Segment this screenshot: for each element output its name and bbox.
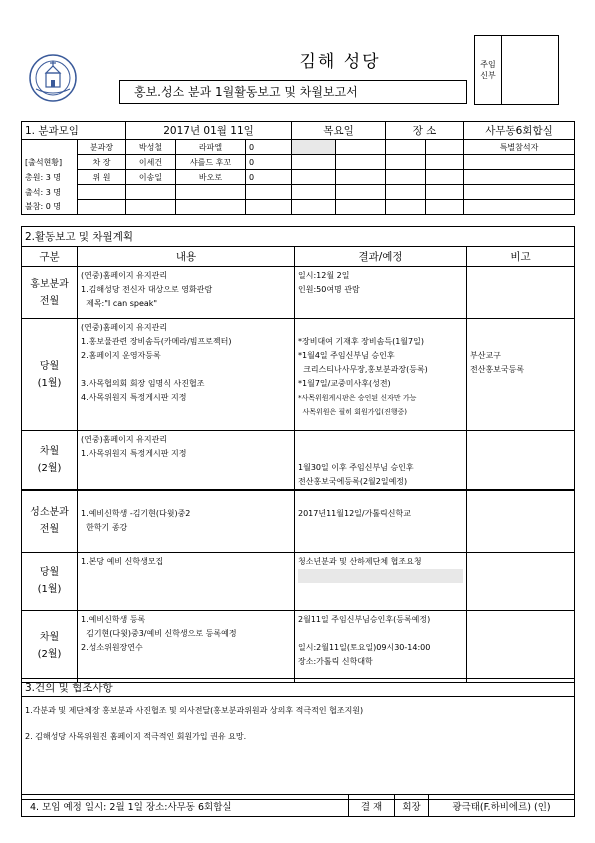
activity-row: 차월 (2월) (연중)홈페이지 유지관리 1.사목위원지 특정게시판 지정 1월30일 이후 주임신부님 승인후 전산홍보국에등록(2월2일예정) bbox=[22, 431, 575, 491]
member-baptism: 라파엘 bbox=[176, 140, 246, 155]
member-role: 분과장 bbox=[78, 140, 126, 155]
chair-name: 광극태(F.하비에르) (인) bbox=[429, 795, 575, 817]
chair-label: 회장 bbox=[395, 795, 429, 817]
activity-row: 당월 (1월) 1.본당 예비 신학생모집 청소년분과 및 산하제단체 협조요청 bbox=[22, 552, 575, 610]
document-title: 김해 성당 bbox=[299, 52, 381, 72]
agenda-table bbox=[21, 678, 575, 800]
col-result: 결과/예정 bbox=[295, 247, 467, 267]
activity-table bbox=[21, 226, 575, 683]
member-name: 박성철 bbox=[126, 140, 176, 155]
member-count: 0 bbox=[246, 170, 292, 185]
parish-logo bbox=[28, 53, 78, 103]
next-meeting: 4. 모임 예정 일시: 2월 1일 장소:사무동 6회합실 bbox=[22, 795, 349, 817]
member-baptism: 샤를드 후꼬 bbox=[176, 155, 246, 170]
col-content: 내용 bbox=[78, 247, 295, 267]
pastor-signature-box bbox=[474, 35, 559, 105]
meeting-date: 2017년 01월 11일 bbox=[126, 122, 292, 140]
activity-row: 성소분과 전월 1.예비신학생 -김기현(다윗)중2 한학기 종강 2017년11월12일/가톨릭신학교 bbox=[22, 490, 575, 552]
pastor-sign-label: 주임 신부 bbox=[475, 36, 502, 104]
footer-table bbox=[21, 794, 575, 817]
activity-row: 당월 (1월) (연중)홈페이지 유지관리 1.홍보물관련 장비솜득(카메라/빔프로젝터) 2.홈페이지 운영자등록 3.사목협의회 회장 임명식 사진협조 4.사목위원지 특정게시판 지정 *장비대여 기재후 장비솜득(1월7일) *1월4일 주임신부님 승인후 크리스티나사무장,홍보분과장(등록) *1월7일/교중미사후(성전) *사목위원게시판은 승인된 신자만 가능 사목위원은 필히 회원가입(진행중) 부산교구 전산홍보국등록 bbox=[22, 319, 575, 431]
member-role: 위 원 bbox=[78, 170, 126, 185]
approval-label: 결 재 bbox=[349, 795, 395, 817]
report-subtitle: 홍보.성소 분과 1월활동보고 및 차월보고서 bbox=[134, 85, 358, 99]
report-subtitle-box bbox=[119, 80, 467, 104]
agenda-item: 2. 김해성당 사목위원진 홈페이지 적극적인 회원가입 권유 요망. bbox=[25, 732, 247, 741]
member-count: 0 bbox=[246, 140, 292, 155]
total-count: 총원: 3 명 bbox=[22, 170, 78, 185]
meeting-place: 사무동6회합실 bbox=[464, 122, 575, 140]
agenda-item: 1.각분과 및 제단체장 홍보분과 사진협조 및 의사전달(홍보분과위원과 상의후 적극적인 협조지원) bbox=[25, 706, 364, 715]
absent-count: 불참: 0 명 bbox=[22, 200, 78, 215]
attendance-label: [출석현황] bbox=[22, 155, 78, 170]
special-attendee-label: 특별참석자 bbox=[464, 140, 575, 155]
member-count: 0 bbox=[246, 155, 292, 170]
present-count: 출석: 3 명 bbox=[22, 185, 78, 200]
meeting-table bbox=[21, 121, 575, 215]
member-name: 이송일 bbox=[126, 170, 176, 185]
activity-row: 홍보분과 전월 (연중)홈페이지 유지관리 1.김해성당 전신자 대상으로 영화관람 제목:"I can speak" 일시:12월 2일 인원:50여명 관람 bbox=[22, 267, 575, 319]
attendance-spacer bbox=[22, 140, 78, 155]
activity-section-title: 2.활동보고 및 차월계획 bbox=[22, 227, 575, 247]
col-note: 비고 bbox=[467, 247, 575, 267]
member-baptism: 바오로 bbox=[176, 170, 246, 185]
col-gubun: 구분 bbox=[22, 247, 78, 267]
member-name: 이세건 bbox=[126, 155, 176, 170]
agenda-section-title: 3.건의 및 협조사항 bbox=[22, 679, 575, 697]
meeting-weekday: 목요일 bbox=[292, 122, 386, 140]
member-role: 차 장 bbox=[78, 155, 126, 170]
activity-row: 차월 (2월) 1.예비신학생 등록 김기현(다윗)중3/예비 신학생으로 등록예정 2.성소위원장연수 2월11일 주임신부님승인후(등록예정) 일시:2월11일(토요일)09시30-14:00 장소:가톨릭 신학대학 bbox=[22, 610, 575, 682]
place-label: 장 소 bbox=[386, 122, 464, 140]
meeting-section-title: 1. 분과모임 bbox=[22, 122, 126, 140]
